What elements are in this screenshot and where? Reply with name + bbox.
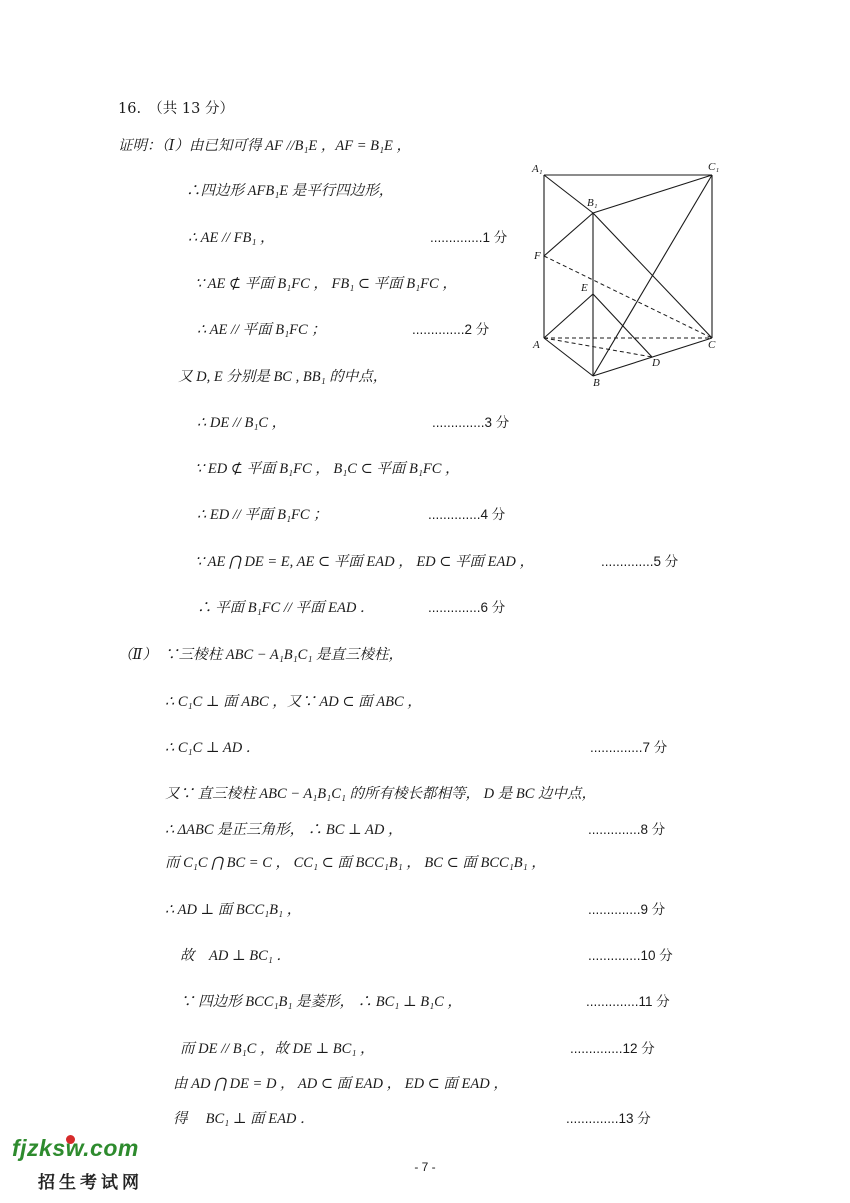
score-mark: ..............2 分 xyxy=(412,322,490,337)
prism-figure xyxy=(528,158,723,388)
label-a1: A₁ xyxy=(532,163,543,175)
proof-line-20: 由 AD ⋂ DE = D ， AD ⊂ 面 EAD ， ED ⊂ 面 EAD ， xyxy=(173,1076,508,1092)
score-mark: ..............8 分 xyxy=(588,822,666,837)
label-e: E xyxy=(581,282,588,294)
proof-line-4: ∴ AE // 平面 B₁FC ； xyxy=(197,322,326,338)
label-c: C xyxy=(708,339,716,351)
segment-ed xyxy=(593,294,652,357)
proof-line-12: ∴ C₁C ⊥ AD ． xyxy=(165,740,261,756)
edge-ab xyxy=(544,338,593,376)
proof-line-3: ∵ AE ⊄ 平面 B₁FC ， FB₁ ⊂ 平面 B₁FC ， xyxy=(195,276,457,292)
label-b1: B₁ xyxy=(587,197,598,209)
proof-line-8: ∴ ED // 平面 B₁FC ； xyxy=(197,507,328,523)
proof-line-6: ∴ DE // B₁C ， xyxy=(197,415,287,431)
label-b: B xyxy=(593,377,600,388)
score-mark: ..............11 分 xyxy=(586,994,670,1009)
watermark-name: 招生考试网 xyxy=(38,1173,143,1193)
score-mark: ..............13 分 xyxy=(566,1111,651,1126)
problem-header: 16. （共 13 分） xyxy=(118,101,234,117)
proof-line-9: ∵ AE ⋂ DE = E, AE ⊂ 平面 EAD ， ED ⊂ 平面 EAD ， xyxy=(195,554,534,570)
proof-line-19: 而 DE // B₁C ，故 DE ⊥ BC₁ ， xyxy=(180,1041,375,1057)
proof-line-1: ∴四边形 AFB₁E 是平行四边形， xyxy=(186,183,394,199)
score-mark: ..............5 分 xyxy=(601,554,679,569)
proof-line-2: ∴ AE // FB₁ ， xyxy=(188,230,275,246)
page-number: - 7 - xyxy=(414,1160,436,1174)
edge-b1c1 xyxy=(593,175,712,213)
label-a: A xyxy=(533,339,540,351)
proof-line-17: 故 AD ⊥ BC₁ ． xyxy=(180,948,291,964)
score-mark: ..............9 分 xyxy=(588,902,666,917)
proof-line-10: ∴ 平面 B₁FC // 平面 EAD ． xyxy=(197,600,375,616)
proof-line-7: ∵ ED ⊄ 平面 B₁FC ， B₁C ⊂ 平面 B₁FC ， xyxy=(195,461,460,477)
proof-line-14: ∴ ΔABC 是正三角形， ∴ BC ⊥ AD ， xyxy=(165,822,403,838)
label-d: D xyxy=(652,357,660,369)
score-mark: ..............4 分 xyxy=(428,507,506,522)
score-mark: ..............1 分 xyxy=(430,230,508,245)
part1-intro: 证明：（Ⅰ）由已知可得 AF //B₁E ，AF = B₁E ， xyxy=(118,138,412,154)
proof-line-21: 得 BC₁ ⊥ 面 EAD ． xyxy=(173,1111,315,1127)
score-mark: ..............12 分 xyxy=(570,1041,655,1056)
proof-line-16: ∴ AD ⊥ 面 BCC₁B₁ ， xyxy=(165,902,302,918)
proof-line-5: 又 D, E 分别是 BC , BB₁ 的中点， xyxy=(178,369,388,385)
segment-ad-hidden xyxy=(544,338,652,357)
part2-intro: （Ⅱ） ∵三棱柱 ABC − A₁B₁C₁ 是直三棱柱， xyxy=(118,647,404,663)
segment-c1b xyxy=(593,175,712,376)
proof-line-13: 又∵ 直三棱柱 ABC − A₁B₁C₁ 的所有棱长都相等， D 是 BC 边中点， xyxy=(165,786,597,802)
score-mark: ..............10 分 xyxy=(588,948,673,963)
proof-line-11: ∴ C₁C ⊥ 面 ABC ，又∵ AD ⊂ 面 ABC ， xyxy=(165,694,422,710)
score-mark: ..............6 分 xyxy=(428,600,506,615)
segment-fb1 xyxy=(544,213,593,256)
proof-line-15: 而 C₁C ⋂ BC = C ， CC₁ ⊂ 面 BCC₁B₁ ， BC ⊂ 面 BCC₁B₁ ， xyxy=(165,855,546,871)
label-f: F xyxy=(534,250,541,262)
label-c1: C₁ xyxy=(708,161,720,173)
score-mark: ..............7 分 xyxy=(590,740,668,755)
watermark-url: fjzksw.com xyxy=(12,1135,139,1161)
score-mark: ..............3 分 xyxy=(432,415,510,430)
edge-a1b1 xyxy=(544,175,593,213)
proof-line-18: ∵ 四边形 BCC₁B₁ 是菱形， ∴ BC₁ ⊥ B₁C ， xyxy=(180,994,462,1010)
segment-fc-hidden xyxy=(544,256,712,338)
segment-ae xyxy=(544,294,593,338)
